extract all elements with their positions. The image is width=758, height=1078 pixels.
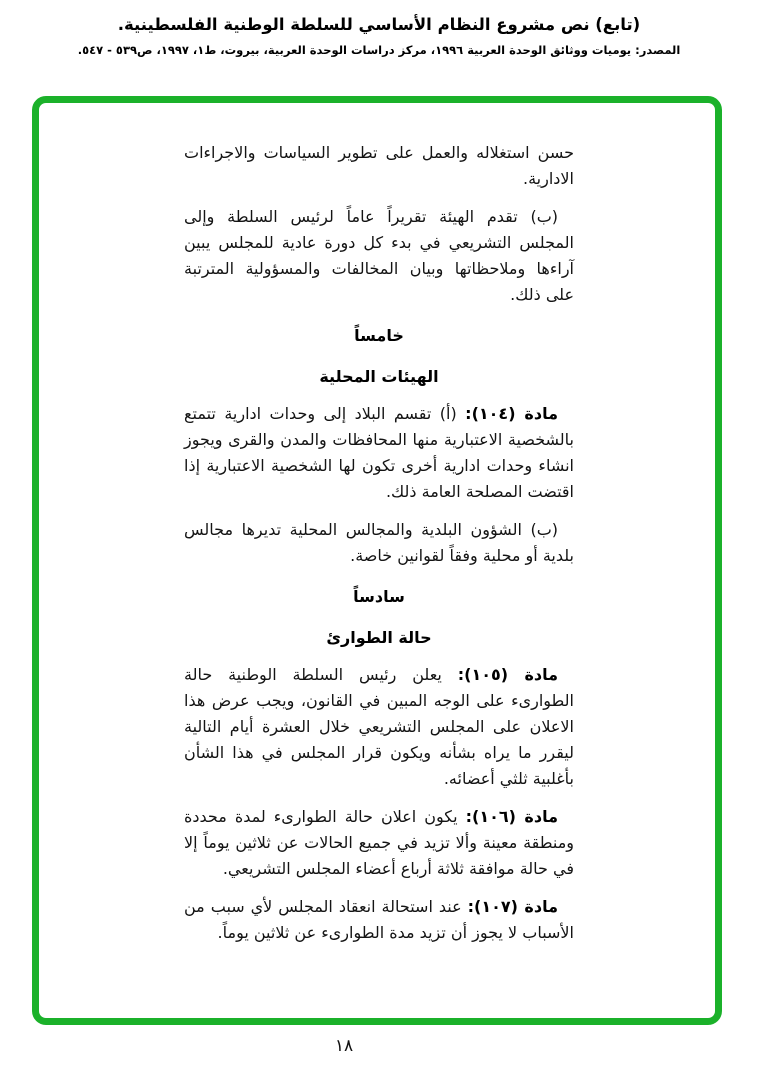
article-105-label: مادة (١٠٥): (457, 665, 559, 684)
section-heading-sixth: سادساً (353, 587, 405, 606)
section-heading-local-bodies: الهيئات المحلية (319, 367, 439, 386)
article-107-label: مادة (١٠٧): (467, 897, 558, 916)
paragraph-continuation: حسن استغلاله والعمل على تطوير السياسات والاجراءات الادارية. (184, 143, 574, 188)
page-header (0, 14, 758, 58)
paragraph-authority-report: (ب) تقدم الهيئة تقريراً عاماً لرئيس السلطة وإلى المجلس التشريعي في بدء كل دورة عادية للمجلس يبين آراءها وملاحظاتها وبيان المخالفات والمسؤولية المترتبة على ذلك. (184, 207, 574, 304)
paragraph-article-107 (184, 894, 574, 946)
paragraph-municipal-affairs: (ب) الشؤون البلدية والمجالس المحلية تديرها مجالس بلدية أو محلية وفقاً لقوانين خاصة. (184, 520, 574, 565)
article-107-text: عند استحالة انعقاد المجلس لأي سبب من الأسباب لا يجوز أن تزيد مدة الطوارىء عن ثلاثين يوماً. (184, 897, 574, 942)
section-heading-fifth: خامساً (354, 326, 404, 345)
section-heading-emergency: حالة الطوارئ (326, 628, 432, 647)
article-105-text: يعلن رئيس السلطة الوطنية حالة الطوارىء على الوجه المبين في القانون، ويجب عرض هذا الاعلان على المجلس التشريعي خلال العشرة أيام التالية ليقرر ما يراه بشأنه ويكون قرار المجلس في هذا الشأن بأغلبية ثلثي أعضائه. (184, 665, 574, 788)
paragraph-article-104 (184, 401, 574, 505)
article-104-label: مادة (١٠٤): (465, 404, 558, 423)
article-104-text: (أ) تقسم البلاد إلى وحدات ادارية تتمتع بالشخصية الاعتبارية منها المحافظات والمدن والقرى ويجوز انشاء وحدات ادارية أخرى تكون لها الشخصية الاعتبارية إذا اقتضت المصلحة العامة ذلك. (184, 404, 574, 501)
source-citation: المصدر: يوميات ووثائق الوحدة العربية ١٩٩٦، مركز دراسات الوحدة العربية، بيروت، ط١، ١٩٩٧، ص٥٣٩ - ٥٤٧. (77, 43, 681, 57)
document-title: (تابع) نص مشروع النظام الأساسي للسلطة الوطنية الفلسطينية. (117, 15, 641, 34)
paragraph-article-105 (184, 662, 574, 792)
article-106-text: يكون اعلان حالة الطوارىء لمدة محددة ومنطقة معينة وألا تزيد في جميع الحالات عن ثلاثين يوماً إلا في حالة موافقة ثلاثة أرباع أعضاء المجلس التشريعي. (184, 807, 574, 878)
page-number: ١٨ (334, 1036, 354, 1056)
document-body (184, 140, 574, 958)
paragraph-article-106 (184, 804, 574, 882)
article-106-label: مادة (١٠٦): (465, 807, 558, 826)
